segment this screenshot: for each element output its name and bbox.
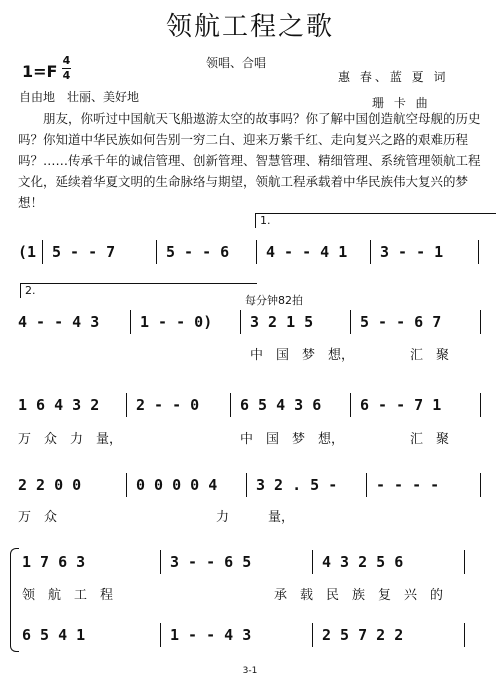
system-brace: [10, 548, 19, 652]
composer: 珊 卡 曲: [372, 96, 431, 110]
lyric-line-2b: 汇 聚: [410, 348, 450, 363]
measure-5: 3 - - 1: [380, 243, 444, 261]
measure-22: 1 - - 4 3: [170, 626, 252, 644]
volta-bracket-2: [20, 283, 257, 298]
lyricist: 惠 春、蓝 夏 词: [338, 70, 449, 84]
tempo-marking: 每分钟82拍: [245, 294, 303, 307]
time-signature-top: 4: [62, 54, 71, 67]
measure-19: 3 - - 6 5: [170, 553, 252, 571]
measure-2: 5 - - 7: [52, 243, 116, 261]
lyric-line-3b: 中 国 梦 想，: [240, 432, 345, 447]
measure-14: 2 2 0 0: [18, 476, 82, 494]
lyric-line-2a: 中 国 梦 想，: [250, 348, 355, 363]
volta-bracket-1: [255, 213, 496, 228]
measure-21: 6 5 4 1: [22, 626, 86, 644]
volta-2-label: 2.: [25, 284, 36, 297]
time-signature: [62, 55, 71, 82]
measure-20: 4 3 2 5 6: [322, 553, 404, 571]
measure-17: - - - -: [376, 476, 440, 494]
lyric-line-4a: 万 众: [18, 510, 58, 525]
measure-1: (1: [18, 243, 37, 261]
time-signature-bottom: 4: [62, 69, 71, 82]
key-signature: 1=F: [22, 62, 58, 81]
measure-8: 3 2 1 5: [250, 313, 314, 331]
measure-7: 1 - - 0): [140, 313, 213, 331]
measure-13: 6 - - 7 1: [360, 396, 442, 414]
measure-11: 2 - - 0: [136, 396, 200, 414]
intro-paragraph: 朋友，你听过中国航天飞船遨游太空的故事吗？你了解中国创造航空母舰的历史吗？你知道中华民族如何告别一穷二白、迎来万紫千红、走向复兴之路的艰难历程吗？……传承千年的诚信管理、创新管理、智慧管理、精细管理、系统管理领航工程文化，延续着华夏文明的生命脉络与期望，领航工程承载着中华民族伟大复兴的梦想！: [18, 111, 481, 210]
page-number: 3-1: [242, 666, 258, 676]
measure-16: 3 2 . 5 -: [256, 476, 338, 494]
style-marking: 自由地 壮丽、美好地: [19, 90, 140, 104]
measure-4: 4 - - 4 1: [266, 243, 348, 261]
lyric-line-5b: 承 载 民 族 复 兴 的: [274, 588, 444, 603]
measure-9: 5 - - 6 7: [360, 313, 442, 331]
measure-18: 1 7 6 3: [22, 553, 86, 571]
lyric-line-3a: 万 众 力 量，: [18, 432, 123, 447]
measure-23: 2 5 7 2 2: [322, 626, 404, 644]
song-title: 领航工程之歌: [165, 12, 334, 42]
measure-6: 4 - - 4 3: [18, 313, 100, 331]
performance-type: 领唱、合唱: [206, 56, 267, 70]
measure-10: 1 6 4 3 2: [18, 396, 100, 414]
measure-3: 5 - - 6: [166, 243, 230, 261]
lyric-line-3c: 汇 聚: [410, 432, 450, 447]
measure-12: 6 5 4 3 6: [240, 396, 322, 414]
lyric-line-4b: 力 量，: [216, 510, 295, 525]
measure-15: 0 0 0 0 4: [136, 476, 218, 494]
volta-1-label: 1.: [260, 214, 271, 227]
lyric-line-5a: 领 航 工 程: [22, 588, 114, 603]
